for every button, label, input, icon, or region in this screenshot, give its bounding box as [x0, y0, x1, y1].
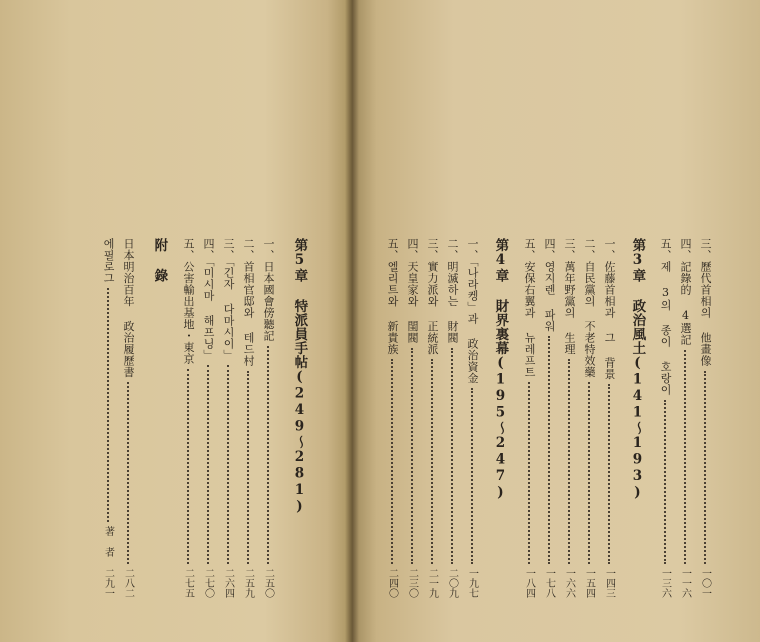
dot-leader [431, 359, 433, 564]
dot-leader [107, 288, 109, 522]
right-toc-entry [579, 238, 599, 598]
toc-entry-title: 一、佐藤首相과 그 背景 [603, 238, 617, 380]
toc-entry-title: 四、영지렌 파워 [543, 238, 557, 332]
toc-page-number: 一三六 [659, 568, 671, 598]
toc-entry-title: 四、天皇家와 閨閥 [406, 238, 420, 344]
left-toc-entry [148, 238, 170, 598]
toc-entry-title: 二、首相官邸와 테드村 [242, 238, 256, 367]
toc-entry-title: 五、제 3의 종이 호랑이 [659, 238, 673, 396]
right-toc-entry [382, 238, 402, 598]
toc-entry-title: 一、日本國會傍聽記 [262, 238, 276, 342]
toc-page-number: 一七八 [543, 568, 555, 598]
left-toc-entry [238, 238, 258, 598]
dot-leader [187, 369, 189, 565]
right-toc-entry [442, 238, 462, 598]
toc-entry-title: 三、「긴자 다마시이」 [222, 238, 236, 361]
toc-entry-title: 五、엘리트와 新貴族 [386, 238, 400, 355]
right-toc-entry [489, 238, 511, 598]
right-toc-entry [695, 238, 715, 598]
toc-entry-title: 一、「나라켕」과 政治資金 [466, 238, 480, 384]
left-toc-entry [258, 238, 278, 598]
dot-leader [127, 382, 129, 564]
right-toc-entry [402, 238, 422, 598]
toc-entry-title: 第4章 財界裏幕(195～247) [492, 238, 509, 501]
toc-page-number: 一六六 [563, 568, 575, 598]
right-toc-entry [599, 238, 619, 598]
toc-page-number: 二七〇 [202, 568, 214, 598]
toc-page-number: 二四〇 [386, 568, 398, 598]
dot-leader [391, 359, 393, 564]
toc-entry-title: 五、安保右翼과 뉴레프트 [523, 238, 537, 378]
toc-entry-title: 附 錄 [151, 238, 168, 283]
toc-page-number: 一五四 [583, 568, 595, 598]
right-toc-entry [462, 238, 482, 598]
toc-page-number: 二一九 [426, 568, 438, 598]
toc-entry-title: 二、明滅하는 財閥 [446, 238, 460, 344]
left-toc-entry [218, 238, 238, 598]
toc-page-number: 一四三 [603, 568, 615, 598]
right-toc-entry [655, 238, 675, 598]
left-toc-entry [288, 238, 310, 598]
toc-entry-title: 四、記錄的 4選記 [679, 238, 693, 346]
toc-entry-title: 五、公害輸出基地・東京 [182, 238, 196, 365]
dot-leader [411, 348, 413, 565]
left-toc-entry [98, 238, 118, 598]
left-toc-entry [198, 238, 218, 598]
right-toc-entry [626, 238, 648, 598]
right-toc-entry [422, 238, 442, 598]
dot-leader [684, 350, 686, 565]
right-toc-entry [539, 238, 559, 598]
toc-page-number: 一八四 [523, 568, 535, 598]
toc-page-number: 二八二 [122, 568, 134, 598]
toc-entry-title: 에필로그 [102, 238, 116, 284]
toc-page-number: 著 者 二九一 [102, 526, 114, 598]
toc-page-number: 二三〇 [406, 568, 418, 598]
right-page [352, 0, 760, 642]
toc-entry-title: 四、「미시마 해프닝」 [202, 238, 216, 361]
toc-entry-title: 第5章 特派員手帖(249～281) [291, 238, 308, 515]
right-toc-entry [519, 238, 539, 598]
toc-page-number: 一一六 [679, 568, 691, 598]
toc-page-number: 二〇九 [446, 568, 458, 598]
right-toc-entry [559, 238, 579, 598]
toc-entry-title: 日本明治百年 政治履歷書 [122, 238, 136, 378]
dot-leader [568, 359, 570, 564]
dot-leader [528, 382, 530, 564]
toc-entry-title: 三、實力派와 正統派 [426, 238, 440, 355]
dot-leader [548, 336, 550, 564]
left-page [0, 0, 352, 642]
dot-leader [608, 384, 610, 564]
toc-page-number: 一九七 [466, 568, 478, 598]
dot-leader [227, 365, 229, 564]
toc-entry-title: 第3章 政治風土(141～193) [629, 238, 646, 501]
dot-leader [664, 400, 666, 565]
left-toc-entry [178, 238, 198, 598]
right-toc-entry [675, 238, 695, 598]
toc-page-number: 二七五 [182, 568, 194, 598]
dot-leader [588, 382, 590, 564]
toc-entry-title: 三、萬年野黨의 生理 [563, 238, 577, 355]
toc-page-number: 二六四 [222, 568, 234, 598]
toc-entry-title: 三、歷代首相의 他畫像 [699, 238, 713, 367]
dot-leader [267, 346, 269, 565]
book-gutter [345, 0, 359, 642]
toc-page-number: 一〇一 [699, 568, 711, 598]
dot-leader [247, 371, 249, 565]
left-toc-entry [118, 238, 138, 598]
toc-page-number: 二五〇 [262, 568, 274, 598]
dot-leader [451, 348, 453, 565]
dot-leader [207, 365, 209, 564]
toc-entry-title: 二、自民黨의 不老特效藥 [583, 238, 597, 378]
toc-page-number: 二五九 [242, 568, 254, 598]
dot-leader [471, 388, 473, 564]
dot-leader [704, 371, 706, 565]
